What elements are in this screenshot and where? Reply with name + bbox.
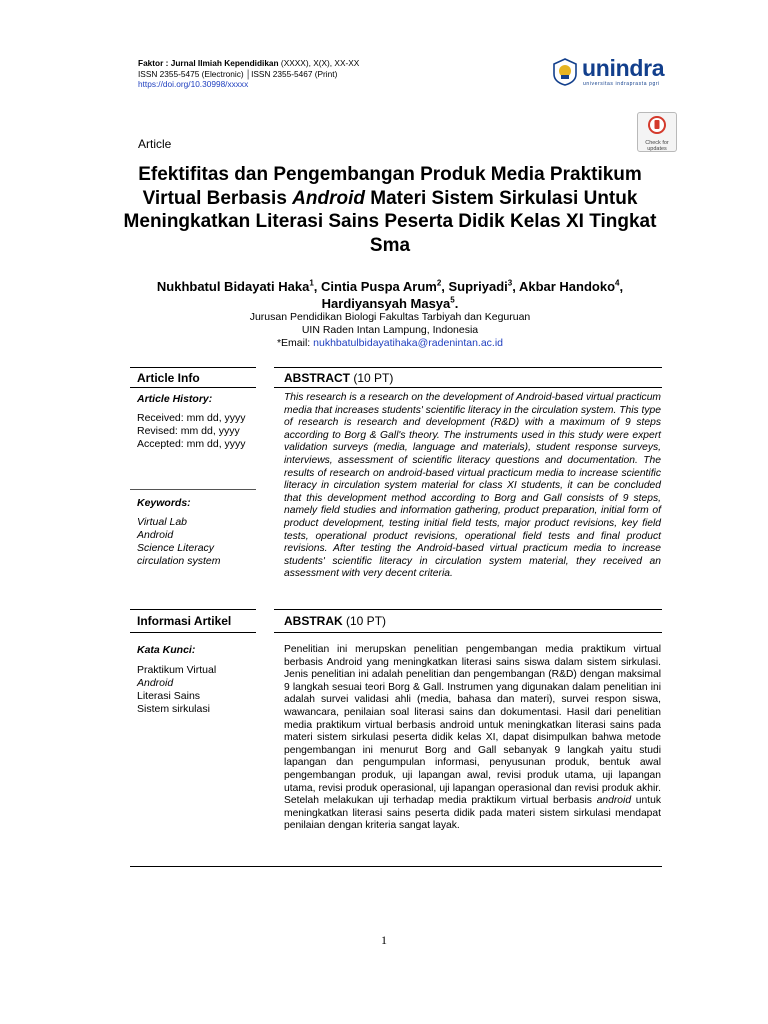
kata-kunci-heading: Kata Kunci: bbox=[137, 644, 196, 656]
informasi-artikel-heading: Informasi Artikel bbox=[137, 614, 232, 628]
keyword: circulation system bbox=[137, 555, 221, 567]
keyword: Android bbox=[137, 529, 174, 541]
journal-name: Faktor : Jurnal Ilmiah Kependidikan bbox=[138, 58, 279, 68]
journal-header bbox=[138, 58, 359, 90]
doi-link[interactable]: https://doi.org/10.30998/xxxxx bbox=[138, 79, 249, 89]
abstract-heading: ABSTRACT (10 PT) bbox=[284, 371, 394, 385]
university-emblem-icon bbox=[552, 58, 578, 86]
logo-subtitle: universitas indraprasta pgri bbox=[583, 81, 660, 87]
abstrak-text: Penelitian ini merupskan penelitian pengembangan media praktikum virtual berbasis Android yang meningkatkan literasi sains siswa dalam sistem sirkulasi. Jenis penelitian ini adalah penelitian dan pengembangan (R&D) dengan maksimal 9 langkah sesuai teori Borg & Gall. Instrumen yang digunakan dalam penelitian ini adalah survei validasi ahli (media, bahasa dan materi), survei respon siswa, wawancara, penilaian soal literasi sains dan dokumentasi. Hasil dari penelitian media praktikum virtual berbasis android untuk meningkatkan literasi sains pada materi sistem sirkulasi peserta didik kelas XI, dapat disimpulkan bahwa metode pengembangan ini menurut Borg and Gall sebanyak 9 langkah yaitu studi lapangan dan pengumpulan informasi, penyusunan produk, bentuk awal pengembangan produk, uji lapangan awal, revisi produk utama, uji lapangan utama, revisi produk operasional, uji lapangan operasional dan revisi produk akhir. Setelah melakukan uji terhadap media praktikum virtual berbasis android untuk meningkatkan literasi sains peserta didik pada materi sistem sirkulasi mendapat penilaian dengan kriteria sangat layak. bbox=[284, 644, 661, 832]
divider bbox=[274, 387, 662, 388]
article-history bbox=[137, 412, 251, 451]
divider bbox=[130, 866, 662, 867]
abstract-text: This research is a research on the development of Android-based virtual practicum media that increases students' scientific literacy in the circulation system. This type of research is research and development (R&D) with a maximum of 9 steps according to Borg & Gall's theory. The instruments used in this study were expert validation surveys (media, language and materials), student response surveys, interviews, assessment of scientific literacy questions and documentation. The results of research on android-based virtual practicum media to increase scientific literacy in circulation system material for class XI students, it can be concluded that this development method according to Borg and Gall consists of 9 steps, namely field studies and information gathering, product preparation, initial form of product development, testing initial field tests, major product revisions, key field tests, operational product revisions, operational field tests and final product revisions. After testing the Android-based virtual practicum media to increase students' scientific literacy in circulation system material, they received an assessment with very decent criteria. bbox=[284, 392, 661, 580]
divider bbox=[130, 489, 256, 490]
divider bbox=[130, 387, 256, 388]
keywords-heading: Keywords: bbox=[137, 497, 191, 509]
divider bbox=[274, 609, 662, 610]
revised-date: Revised: mm dd, yyyy bbox=[137, 425, 240, 437]
kata-kunci-list bbox=[137, 664, 216, 716]
keywords-list bbox=[137, 516, 220, 568]
unindra-logo bbox=[552, 55, 682, 89]
keyword: Science Literacy bbox=[137, 542, 215, 554]
logo-wordmark: unindra bbox=[582, 55, 665, 81]
journal-name-line bbox=[138, 58, 359, 69]
article-info-heading: Article Info bbox=[137, 371, 200, 385]
journal-volume: (XXXX), X(X), XX-XX bbox=[278, 58, 360, 68]
check-updates-label: Check for updates bbox=[645, 140, 669, 152]
divider bbox=[130, 367, 256, 368]
keyword: Android bbox=[137, 677, 174, 689]
abstrak-heading: ABSTRAK (10 PT) bbox=[284, 614, 387, 628]
divider bbox=[130, 632, 256, 633]
article-history-heading: Article History: bbox=[137, 393, 213, 405]
paper-title: Efektifitas dan Pengembangan Produk Media Praktikum Virtual Berbasis Android Materi Sistem Sirkulasi Untuk Meningkatkan Literasi Sains Peserta Didik Kelas XI Tingkat Sma bbox=[123, 164, 657, 256]
keyword: Virtual Lab bbox=[137, 516, 188, 528]
affiliation: Jurusan Pendidikan Biologi Fakultas Tarbiyah dan Keguruan UIN Raden Intan Lampung, Indonesia *Email: nukhbatulbidayatihaka@radenintan.ac.id bbox=[249, 311, 531, 349]
check-updates-icon bbox=[648, 116, 666, 134]
received-date: Received: mm dd, yyyy bbox=[137, 412, 246, 424]
page-number: 1 bbox=[381, 933, 387, 947]
keyword: Sistem sirkulasi bbox=[137, 703, 210, 715]
author-list: Nukhbatul Bidayati Haka$^1$, Cintia Puspa Arum$^2$, Supriyadi$^3$, Akbar Handoko$^4$, Hardiyansyah Masya$^5$. bbox=[156, 278, 624, 311]
accepted-date: Accepted: mm dd, yyyy bbox=[137, 438, 246, 450]
divider bbox=[130, 609, 256, 610]
keyword: Literasi Sains bbox=[137, 690, 201, 702]
divider bbox=[274, 367, 662, 368]
keyword: Praktikum Virtual bbox=[137, 664, 217, 676]
email-link[interactable]: nukhbatulbidayatihaka@radenintan.ac.id bbox=[313, 337, 504, 349]
issn-line: ISSN 2355-5475 (Electronic) │ISSN 2355-5467 (Print) bbox=[138, 68, 338, 79]
check-for-updates-badge[interactable] bbox=[637, 112, 677, 152]
divider bbox=[274, 632, 662, 633]
article-type: Article bbox=[138, 137, 172, 151]
